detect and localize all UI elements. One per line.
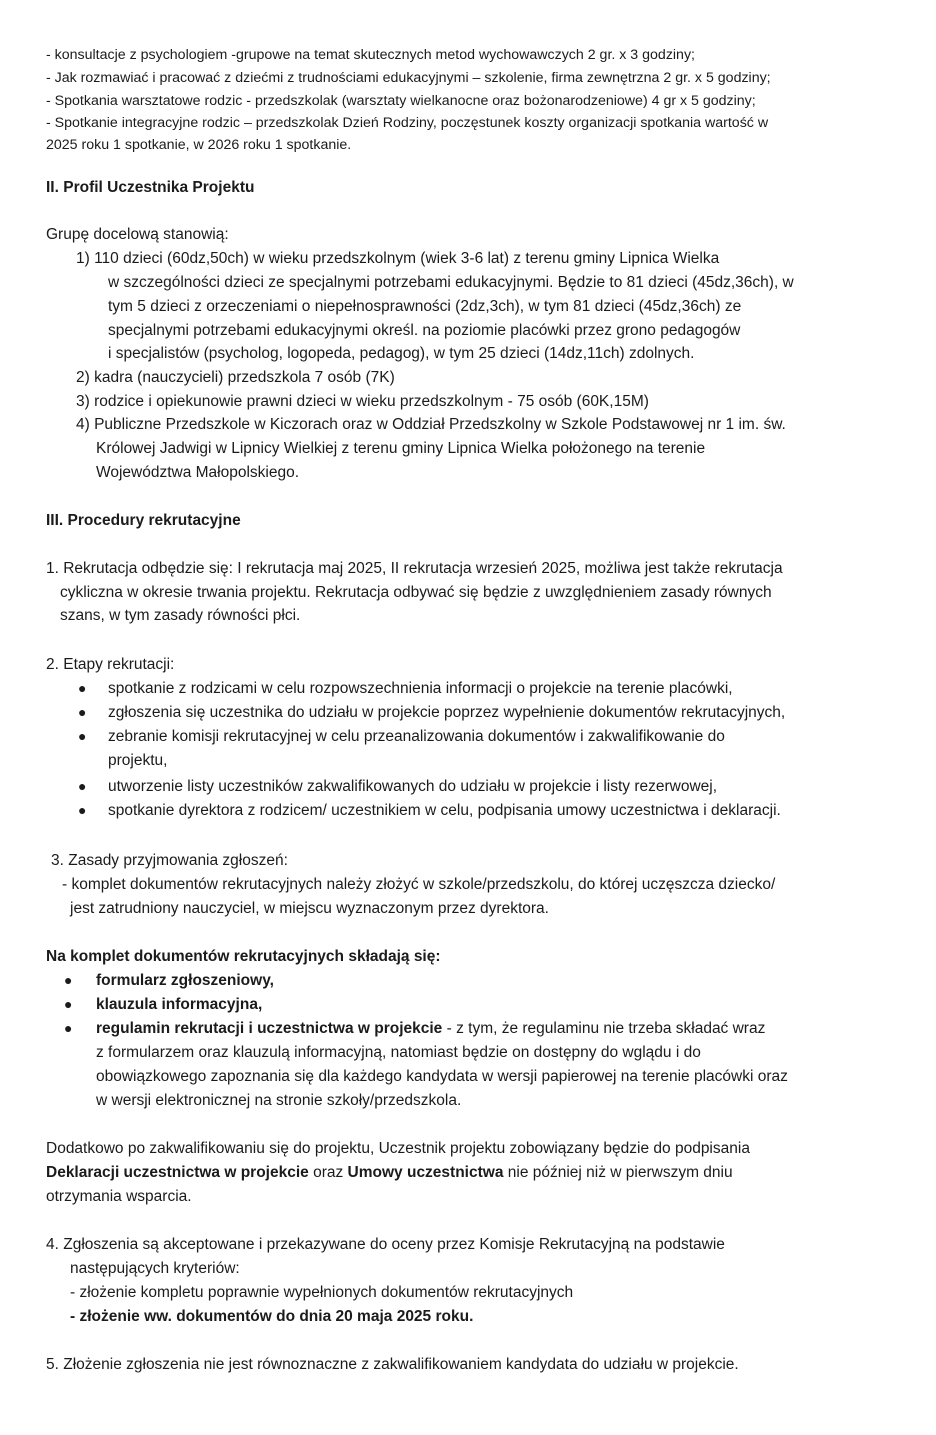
bullet-icon: ● [64,1020,73,1036]
section-lead: Grupę docelową stanowią: [46,226,229,243]
stage-item: utworzenie listy uczestników zakwalifikowanych do udziału w projekcie i listy rezerwowej, [108,778,718,795]
stage-item-cont: projektu, [108,752,168,769]
paragraph-line: - komplet dokumentów rekrutacyjnych należy złożyć w szkole/przedszkolu, do której uczęszcza dziecko/ [62,876,776,893]
profile-item-cont: Królowej Jadwigi w Lipnicy Wielkiej z terenu gminy Lipnica Wielka położonego na terenie [96,440,706,457]
profile-item: 4) Publiczne Przedszkole w Kiczorach oraz w Oddział Przedszkolny w Szkole Podstawowej nr 1 im. św. [76,416,786,433]
paragraph-fragment: oraz [313,1164,344,1181]
paragraph-line: otrzymania wsparcia. [46,1188,192,1205]
intro-item: - Spotkanie integracyjne rodzic – przedszkolak Dzień Rodziny, poczęstunek koszty organizacji spotkania wartość w [46,115,769,131]
paragraph-line: szans, w tym zasady równości płci. [60,607,301,624]
stage-item: zebranie komisji rekrutacyjnej w celu przeanalizowania dokumentów i zakwalifikowanie do [108,728,725,745]
intro-item: - Spotkania warsztatowe rodzic - przedszkolak (warsztaty wielkanocne oraz bożonarodzeniowe) 4 gr x 5 godziny; [46,93,756,109]
stage-item: spotkanie dyrektora z rodzicem/ uczestnikiem w celu, podpisania umowy uczestnictwa i deklaracji. [108,802,781,819]
bullet-icon: ● [64,972,73,988]
profile-item-cont: i specjalistów (psycholog, logopeda, pedagog), w tym 25 dzieci (14dz,11ch) zdolnych. [108,345,695,362]
docs-item-cont: obowiązkowego zapoznania się dla każdego kandydata w wersji papierowej na terenie placówki oraz [96,1068,788,1085]
paragraph-line: 1. Rekrutacja odbędzie się: I rekrutacja maj 2025, II rekrutacja wrzesień 2025, możliwa jest także rekrutacja [46,560,783,577]
paragraph-fragment: nie później niż w pierwszym dniu [507,1164,733,1181]
docs-item-bold: regulamin rekrutacji i uczestnictwa w projekcie [96,1020,443,1037]
profile-item: 3) rodzice i opiekunowie prawni dzieci w wieku przedszkolnym - 75 osób (60K,15M) [76,393,649,410]
section-heading: III. Procedury rekrutacyjne [46,512,241,529]
criteria-line: - złożenie kompletu poprawnie wypełnionych dokumentów rekrutacyjnych [70,1284,574,1301]
profile-item-cont: tym 5 dzieci z orzeczeniami o niepełnosprawności (2dz,3ch), w tym 81 dzieci (45dz,36ch) ze [108,298,742,315]
paragraph-line [46,1163,890,1183]
agreement-bold: Umowy uczestnictwa [347,1164,504,1181]
profile-item-cont: w szczególności dzieci ze specjalnymi potrzebami edukacyjnymi. Będzie to 81 dzieci (45dz,36ch), w [108,274,794,291]
bullet-icon: ● [78,728,87,744]
docs-item: formularz zgłoszeniowy, [96,972,274,989]
section-heading: II. Profil Uczestnika Projektu [46,179,255,196]
intro-item: - konsultacje z psychologiem -grupowe na temat skutecznych metod wychowawczych 2 gr. x 3 godziny; [46,47,695,63]
paragraph-line: Dodatkowo po zakwalifikowaniu się do projektu, Uczestnik projektu zobowiązany będzie do podpisania [46,1140,750,1157]
docs-item-cont: w wersji elektronicznej na stronie szkoły/przedszkola. [96,1092,462,1109]
bullet-icon: ● [64,996,73,1012]
docs-item: klauzula informacyjna, [96,996,263,1013]
paragraph-line: następujących kryteriów: [70,1260,240,1277]
intro-item: 2025 roku 1 spotkanie, w 2026 roku 1 spotkanie. [46,137,352,153]
stage-item: zgłoszenia się uczestnika do udziału w projekcie poprzez wypełnienie dokumentów rekrutacyjnych, [108,704,786,721]
docs-heading: Na komplet dokumentów rekrutacyjnych składają się: [46,948,441,965]
paragraph-line: cykliczna w okresie trwania projektu. Rekrutacja odbywać się będzie z uwzględnieniem zasady równych [60,584,772,601]
subheading: 3. Zasady przyjmowania zgłoszeń: [51,852,288,869]
bullet-icon: ● [78,802,87,818]
subheading: 2. Etapy rekrutacji: [46,656,175,673]
paragraph-line: jest zatrudniony nauczyciel, w miejscu wyznaczonym przez dyrektora. [70,900,549,917]
profile-item-cont: Województwa Małopolskiego. [96,464,300,481]
criteria-line-bold: - złożenie ww. dokumentów do dnia 20 maja 2025 roku. [70,1308,474,1325]
profile-item: 1) 110 dzieci (60dz,50ch) w wieku przedszkolnym (wiek 3-6 lat) z terenu gminy Lipnica Wielka [76,250,720,267]
bullet-icon: ● [78,680,87,696]
docs-item-cont: z formularzem oraz klauzulą informacyjną, natomiast będzie on dostępny do wglądu i do [96,1044,701,1061]
bullet-icon: ● [78,778,87,794]
paragraph-line: 4. Zgłoszenia są akceptowane i przekazywane do oceny przez Komisje Rekrutacyjną na podstawie [46,1236,725,1253]
intro-item: - Jak rozmawiać i pracować z dziećmi z trudnościami edukacyjnymi – szkolenie, firma zewnętrzna 2 gr. x 5 godziny; [46,70,771,86]
docs-item-rest: - z tym, że regulaminu nie trzeba składać wraz [446,1020,766,1037]
stage-item: spotkanie z rodzicami w celu rozpowszechnienia informacji o projekcie na terenie placówki, [108,680,733,697]
profile-item: 2) kadra (nauczycieli) przedszkola 7 osób (7K) [76,369,395,386]
declaration-bold: Deklaracji uczestnictwa w projekcie [46,1164,309,1181]
profile-item-cont: specjalnymi potrzebami edukacyjnymi określ. na poziomie placówki przez grono pedagogów [108,322,741,339]
bullet-icon: ● [78,704,87,720]
docs-item [96,1019,890,1039]
paragraph-line: 5. Złożenie zgłoszenia nie jest równoznaczne z zakwalifikowaniem kandydata do udziału w projekcie. [46,1356,739,1373]
